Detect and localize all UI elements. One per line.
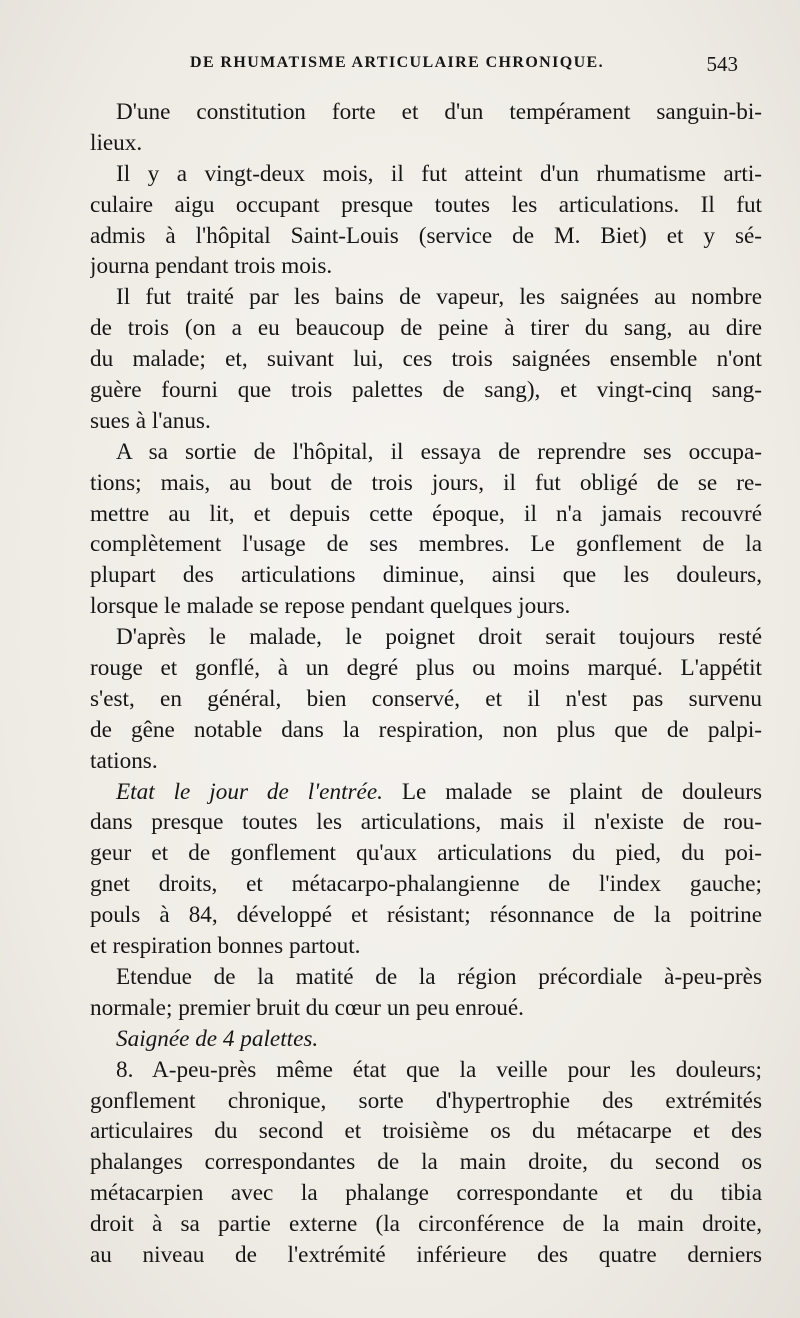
text-run: mettre au lit, et depuis cette époque, il n'a jamais recouvré (90, 500, 762, 527)
text-line (90, 375, 762, 406)
text-line (90, 962, 762, 993)
text-line (90, 313, 762, 344)
text-run: admis à l'hôpital Saint-Louis (service de M. Biet) et y sé- (90, 222, 762, 249)
text-line (90, 993, 762, 1024)
text-line (90, 715, 762, 746)
text-run: D'une constitution forte et d'un tempérament sanguin-bi- (116, 99, 762, 125)
text-run: et respiration bonnes partout. (90, 933, 361, 960)
text-line (90, 1147, 762, 1178)
text-run: gonflement chronique, sorte d'hypertrophie des extrémités (90, 1087, 762, 1114)
text-line (90, 622, 762, 653)
text-run: complètement l'usage de ses membres. Le gonflement de la (90, 531, 762, 558)
page-number: 543 (706, 52, 738, 76)
text-line (90, 159, 762, 190)
text-line (90, 684, 762, 715)
text-run: sues à l'anus. (90, 407, 211, 434)
running-head: DE RHUMATISME ARTICULAIRE CHRONIQUE. (190, 54, 605, 71)
text-line (90, 931, 762, 962)
text-line (90, 1240, 762, 1271)
text-run: métacarpien avec la phalange correspondante et du tibia (90, 1180, 762, 1207)
text-line (90, 591, 762, 622)
text-run: journa pendant trois mois. (90, 253, 333, 280)
text-run: articulaires du second et troisième os du métacarpe et des (90, 1118, 762, 1145)
text-line (90, 838, 762, 869)
italic-run: Etat le jour de l'entrée. (116, 778, 383, 805)
text-run: lieux. (90, 129, 143, 156)
text-run: Il y a vingt-deux mois, il fut atteint d'un rhumatisme arti- (116, 160, 762, 187)
text-run: dans presque toutes les articulations, mais il n'existe de rou- (90, 809, 762, 836)
text-run: gnet droits, et métacarpo-phalangienne de l'index gauche; (90, 871, 762, 898)
text-line (90, 437, 762, 468)
text-line (90, 1024, 762, 1055)
text-line (90, 128, 762, 159)
text-run: de gêne notable dans la respiration, non plus que de palpi- (90, 716, 762, 743)
text-run: tions; mais, au bout de trois jours, il fut obligé de se re- (90, 469, 762, 496)
text-line (90, 1178, 762, 1209)
text-run: tations. (90, 747, 158, 774)
text-line (90, 190, 762, 221)
text-run: droit à sa partie externe (la circonférence de la main droite, (90, 1211, 762, 1238)
text-line (90, 468, 762, 499)
text-line (90, 1055, 762, 1086)
text-line (90, 499, 762, 530)
text-line (90, 653, 762, 684)
text-run: Le malade se plaint de douleurs (382, 778, 762, 805)
text-run: pouls à 84, développé et résistant; résonnance de la poitrine (90, 902, 762, 929)
italic-run: Saignée de 4 palettes. (116, 1025, 319, 1052)
text-line (90, 344, 762, 375)
text-line (90, 1116, 762, 1147)
text-run: Etendue de la matité de la région précordiale à-peu-près (116, 963, 762, 990)
text-line (90, 560, 762, 591)
text-run: A sa sortie de l'hôpital, il essaya de reprendre ses occupa- (116, 438, 762, 465)
text-run: lorsque le malade se repose pendant quelques jours. (90, 593, 571, 620)
text-line (90, 529, 762, 560)
text-run: plupart des articulations diminue, ainsi que les douleurs, (90, 562, 762, 589)
text-line (90, 900, 762, 931)
text-line (90, 777, 762, 808)
text-line (90, 869, 762, 900)
text-line (90, 746, 762, 777)
text-line (90, 221, 762, 252)
text-line (90, 406, 762, 437)
text-line (90, 807, 762, 838)
text-run: s'est, en général, bien conservé, et il n'est pas survenu (90, 685, 762, 712)
text-line (90, 1086, 762, 1117)
text-run: au niveau de l'extrémité inférieure des quatre derniers (90, 1241, 762, 1268)
text-run: 8. A-peu-près même état que la veille pour les douleurs; (116, 1056, 762, 1083)
text-line (90, 251, 762, 282)
text-run: guère fourni que trois palettes de sang), et vingt-cinq sang- (90, 377, 762, 404)
text-line (90, 97, 762, 128)
text-run: culaire aigu occupant presque toutes les articulations. Il fut (90, 191, 762, 218)
text-run: geur et de gonflement qu'aux articulations du pied, du poi- (90, 840, 762, 867)
text-run: du malade; et, suivant lui, ces trois saignées ensemble n'ont (90, 346, 762, 373)
text-line (90, 1209, 762, 1240)
text-run: phalanges correspondantes de la main droite, du second os (90, 1149, 762, 1176)
text-run: D'après le malade, le poignet droit serait toujours resté (116, 624, 762, 651)
page-header (190, 54, 738, 80)
text-run: normale; premier bruit du cœur un peu enroué. (90, 994, 524, 1021)
body-text (90, 97, 762, 1271)
text-run: rouge et gonflé, à un degré plus ou moins marqué. L'appétit (90, 655, 762, 682)
text-line (90, 282, 762, 313)
text-run: Il fut traité par les bains de vapeur, les saignées au nombre (116, 284, 762, 311)
text-run: de trois (on a eu beaucoup de peine à tirer du sang, au dire (90, 315, 762, 342)
